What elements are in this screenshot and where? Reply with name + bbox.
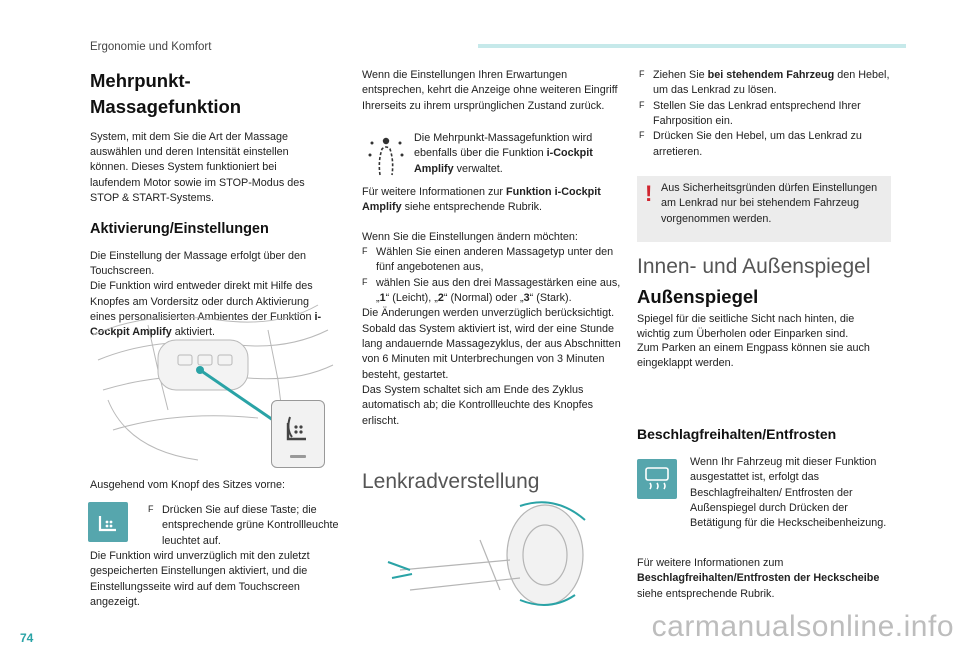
page-number: 74 <box>20 631 34 645</box>
demisting-description: Wenn Ihr Fahrzeug mit dieser Funktion ausgestattet ist, erfolgt das Beschlagfreihalten/ Entfrosten der Außenspiegel durch Drücken der Betätigung für die Heckscheibenheizung. <box>690 456 887 530</box>
auto-off-note: Das System schaltet sich am Ende des Zyklus automatisch ab; die Kontrollleuchte des Knopfes erlischt. <box>362 383 594 427</box>
column-middle-lower <box>362 185 622 429</box>
demisting-reference: Für weitere Informationen zum Beschlagfreihalten/Entfrosten der Heckscheibe siehe entsprechende Rubrik. <box>637 557 880 600</box>
steering-step-release: F Ziehen Sie bei stehendem Fahrzeug den Hebel, um das Lenkrad zu lösen. <box>639 69 890 97</box>
header-rule <box>478 44 906 48</box>
warning-icon: ! <box>645 181 653 206</box>
changes-applied-note: Die Änderungen werden unverzüglich berücksichtigt. <box>362 307 615 320</box>
column-right <box>639 68 891 160</box>
steering-step-adjust: F Stellen Sie das Lenkrad entsprechend Ihrer Fahrposition ein. <box>639 99 861 127</box>
change-step-type: F Wählen Sie einen anderen Massagetyp unter den fünf angebotenen aus, <box>362 245 614 274</box>
watermark: carmanualsonline.info <box>651 610 954 644</box>
amplify-reference: Für weitere Informationen zur Funktion i-Cockpit Amplify siehe entsprechende Rubrik. <box>362 186 601 214</box>
amplify-managed-note: Die Mehrpunkt-Massagefunktion wird ebenfalls über die Funktion i-Cockpit Amplify verwaltet. <box>414 132 593 175</box>
section-steering-wheel-adjustment: Lenkradverstellung <box>362 470 540 493</box>
i-cockpit-amplify-icon <box>366 133 406 177</box>
intro-paragraph: System, mit dem Sie die Art der Massage auswählen und deren Intensität einstellen können. Dieses System funktioniert bei laufendem Motor sowie im STOP-Modus des STOP & START-Systems. <box>90 130 305 204</box>
steering-wheel-illustration <box>380 500 620 610</box>
safety-warning-box <box>637 176 891 242</box>
massage-button-icon <box>88 502 128 542</box>
press-button-step: F Drücken Sie auf diese Taste; die entsprechende grüne Kontrollleuchte leuchtet auf. <box>148 504 339 547</box>
change-step-intensity: F wählen Sie aus den drei Massagestärken eine aus, „1“ (Leicht), „2“ (Normal) oder „3“ (Stark). <box>362 276 621 304</box>
mirrors-paragraph-2: Zum Parken an einem Engpass können sie auch eingeklappt werden. <box>637 342 870 370</box>
bullet-marker: F <box>148 504 154 514</box>
activation-paragraph-2: Die Funktion wird entweder direkt mit Hilfe des Knopfes am Vordersitz oder durch Aktivierung eines personalisierten Ambientes der Funktion i-Cockpit Amplify aktiviert. <box>90 280 322 339</box>
rear-screen-demist-icon <box>637 459 677 499</box>
settings-return-paragraph: Wenn die Einstellungen Ihren Erwartungen entsprechen, kehrt die Anzeige ohne weiteren Eingriff Ihrerseits zu ihrem ursprünglichen Zustand zurück. <box>362 69 618 112</box>
massage-seat-icon <box>272 401 324 467</box>
change-settings-intro: Wenn Sie die Einstellungen ändern möchten: <box>362 230 578 243</box>
subheading-demisting: Beschlagfreihalten/Entfrosten <box>637 426 837 442</box>
function-activation-note: Die Funktion wird unverzüglich mit den zuletzt gespeicherten Einstellungen aktiviert, und die Einstellungsseite wird auf dem Touchscreen angezeigt. <box>90 550 310 608</box>
subheading-activation: Aktivierung/Einstellungen <box>90 221 269 238</box>
safety-warning-text: Aus Sicherheitsgründen dürfen Einstellungen am Lenkrad nur bei stehendem Fahrzeug vorgenommen werden. <box>661 182 878 225</box>
page-title: Mehrpunkt-Massagefunktion <box>90 70 242 118</box>
subheading-door-mirrors: Außenspiegel <box>637 286 759 307</box>
activation-paragraph-1: Die Einstellung der Massage erfolgt über den Touchscreen. <box>90 249 307 278</box>
massage-cycle-note: Sobald das System aktiviert ist, wird der eine Stunde lang andauernde Massagezyklus, der aus Abschnitten von 6 Minuten mit Unterbrechungen von 3 Minuten besteht, gestartet. <box>362 322 621 381</box>
section-mirrors: Innen- und Außenspiegel <box>637 255 871 278</box>
column-middle <box>362 68 622 114</box>
front-seat-intro: Ausgehend vom Knopf des Sitzes vorne: <box>90 479 286 491</box>
steering-step-lock: F Drücken Sie den Hebel, um das Lenkrad zu arretieren. <box>639 130 862 158</box>
massage-button-callout <box>271 400 325 468</box>
running-header: Ergonomie und Komfort <box>90 41 212 53</box>
mirrors-paragraph-1: Spiegel für die seitliche Sicht nach hinten, die wichtig zum Überholen oder Einparken sind. <box>637 313 855 341</box>
